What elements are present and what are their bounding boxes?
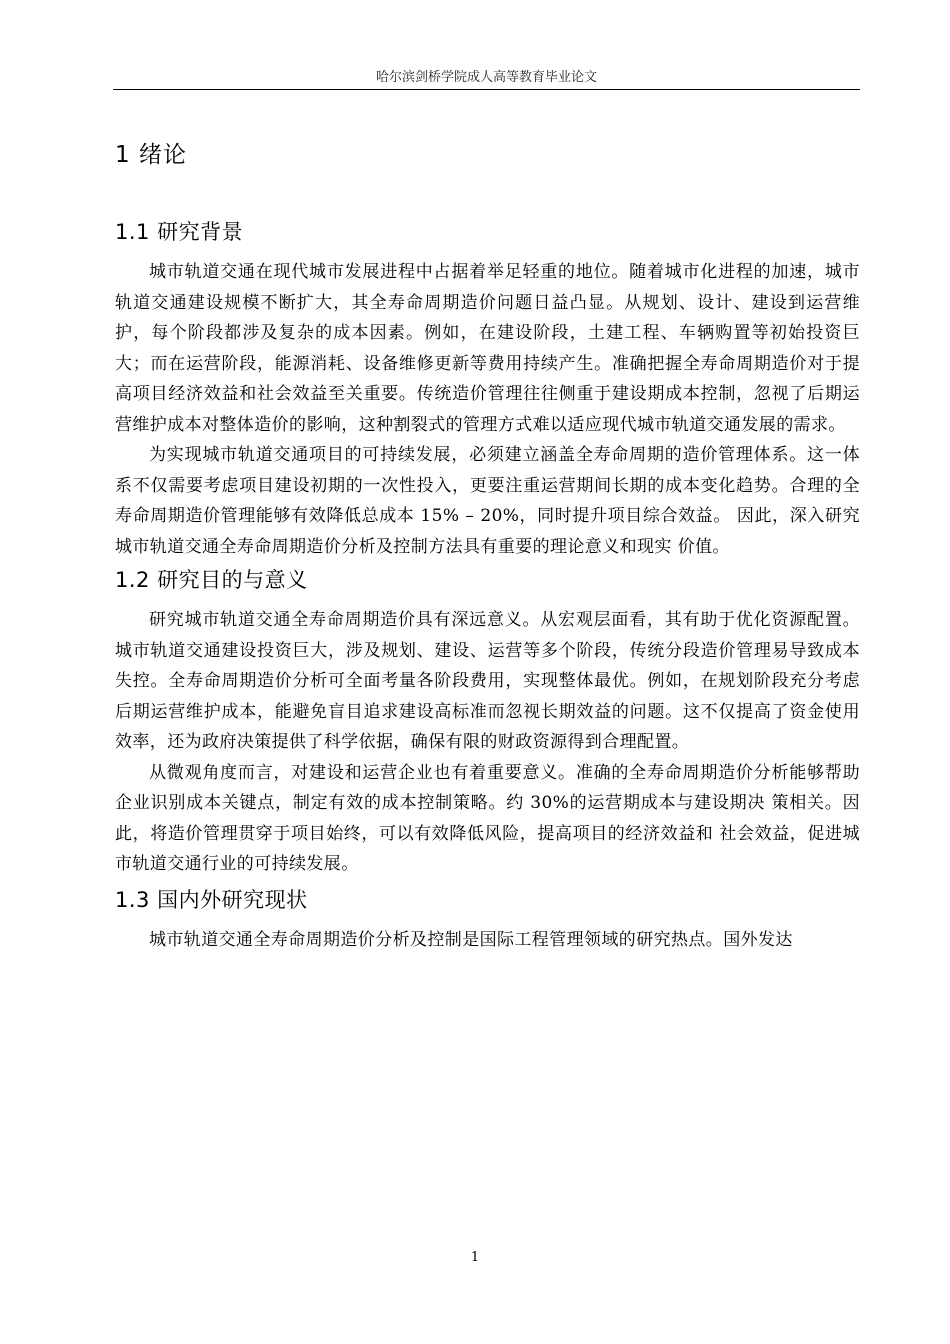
paragraph-background-2: 为实现城市轨道交通项目的可持续发展，必须建立涵盖全寿命周期的造价管理体系。这一体系不仅需要考虑项目建设初期的一次性投入，更要注重运营期间长期的成本变化趋势。合理的全寿命周期造价管理能够有效降低总成本 15% – 20%，同时提升项目综合效益。 因此，深入研究城市轨道交通全寿命周期造价分析及控制方法具有重要的理论意义和现实 价值。 (115, 445, 860, 557)
section-heading-purpose: 1.2 研究目的与意义 (115, 568, 308, 592)
paragraph-background-1: 城市轨道交通在现代城市发展进程中占据着举足轻重的地位。随着城市化进程的加速，城市轨道交通建设规模不断扩大，其全寿命周期造价问题日益凸显。从规划、设计、建设到运营维护，每个阶段都涉及复杂的成本因素。例如，在建设阶段，土建工程、车辆购置等初始投资巨大；而在运营阶段，能源消耗、设备维修更新等费用持续产生。准确把握全寿命周期造价对于提高项目经济效益和社会效益至关重要。传统造价管理往往侧重于建设期成本控制，忽视了后期运营维护成本对整体造价的影响，这种割裂式的管理方式难以适应现代城市轨道交通发展的需求。 (115, 262, 860, 435)
paragraph-purpose-2: 从微观角度而言，对建设和运营企业也有着重要意义。准确的全寿命周期造价分析能够帮助企业识别成本关键点，制定有效的成本控制策略。约 30%的运营期成本与建设期决 策相关。因此，将造价管理贯穿于项目始终，可以有效降低风险，提高项目的经济效益和 社会效益，促进城市轨道交通行业的可持续发展。 (115, 762, 860, 874)
running-header: 哈尔滨剑桥学院成人高等教育毕业论文 (375, 70, 597, 85)
section-heading-research-status: 1.3 国内外研究现状 (115, 887, 308, 912)
chapter-title: 1 绪论 (115, 142, 187, 168)
page-body (115, 140, 860, 955)
section-heading-background: 1.1 研究背景 (115, 220, 244, 244)
paragraph-research-status-1: 城市轨道交通全寿命周期造价分析及控制是国际工程管理领域的研究热点。国外发达 (149, 929, 793, 950)
header-rule (113, 89, 860, 90)
page-number: 1 (470, 1250, 480, 1265)
paragraph-purpose-1: 研究城市轨道交通全寿命周期造价具有深远意义。从宏观层面看，其有助于优化资源配置。城市轨道交通建设投资巨大，涉及规划、建设、运营等多个阶段，传统分段造价管理易导致成本失控。全寿命周期造价分析可全面考量各阶段费用，实现整体最优。例如，在规划阶段充分考虑后期运营维护成本，能避免盲目追求建设高标准而忽视长期效益的问题。这不仅提高了资金使用效率，还为政府决策提供了科学依据，确保有限的财政资源得到合理配置。 (115, 610, 860, 752)
